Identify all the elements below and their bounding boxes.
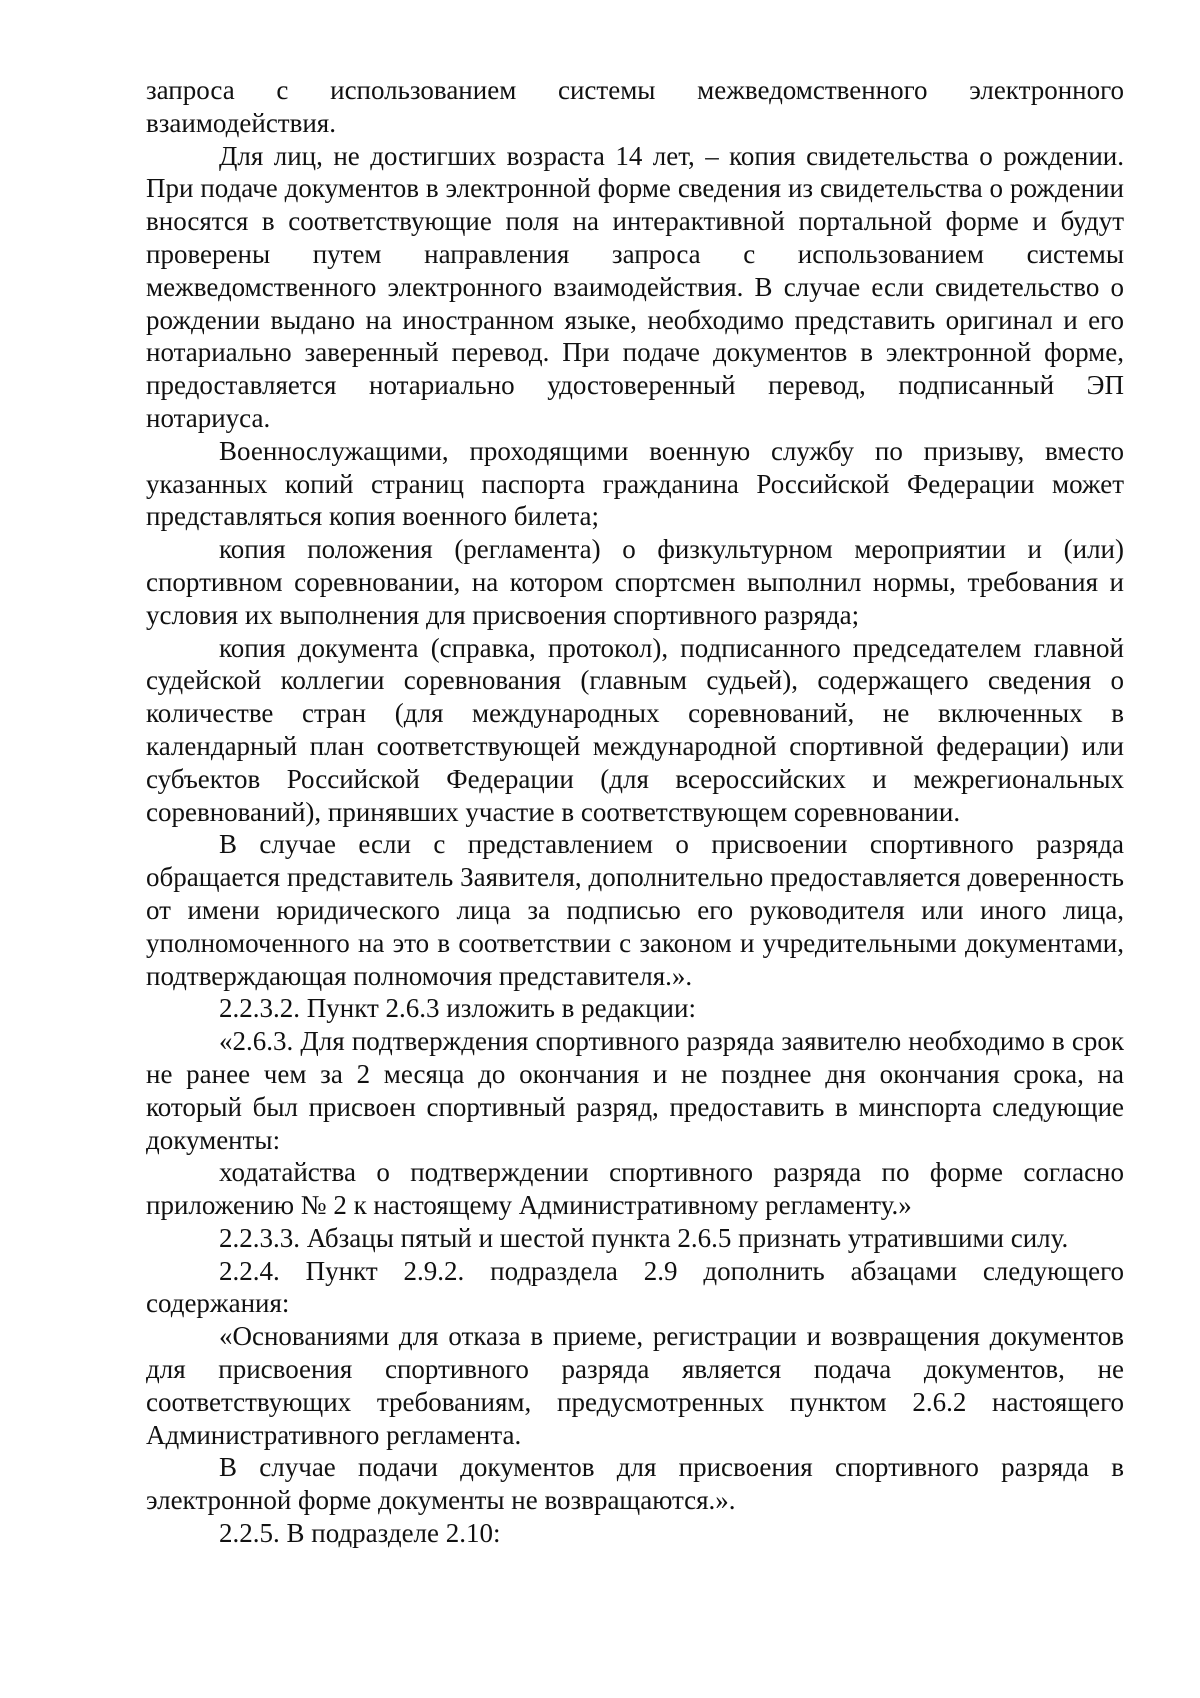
paragraph-refusal-grounds: «Основаниями для отказа в приеме, регистрации и возвращения документов для присвоения спортивного разряда является подача документов, не соответствующих требованиям, предусмотренных пунктом 2.6.2 настоящего Административного регламента. (146, 1321, 1124, 1450)
paragraph-petition: ходатайства о подтверждении спортивного разряда по форме согласно приложению № 2 к настоящему Административному регламенту.» (146, 1157, 1124, 1221)
paragraph-continuation: запроса с использованием системы межведомственного электронного взаимодействия. (146, 75, 1124, 138)
paragraph-representative: В случае если с представлением о присвоении спортивного разряда обращается представитель Заявителя, дополнительно предоставляется доверенность от имени юридического лица за подписью его руководителя или иного лица, уполномоченного на это в соответствии с законом и учредительными документами, подтверждающая полномочия представителя.». (146, 829, 1124, 991)
paragraph-military-id: Военнослужащими, проходящими военную службу по призыву, вместо указанных копий страниц паспорта гражданина Российской Федерации может представляться копия военного билета; (146, 435, 1124, 532)
paragraph-item-2-6-3: «2.6.3. Для подтверждения спортивного разряда заявителю необходимо в срок не ранее чем за 2 месяца до окончания и не позднее дня окончания срока, на который был присвоен спортивный разряд, предоставить в минспорта следующие документы: (146, 1026, 1124, 1155)
paragraph-item-2-2-4: 2.2.4. Пункт 2.9.2. подраздела 2.9 дополнить абзацами следующего содержания: (146, 1255, 1124, 1319)
paragraph-item-2-2-3-3: 2.2.3.3. Абзацы пятый и шестой пункта 2.6.5 признать утратившими силу. (219, 1222, 1069, 1253)
paragraph-item-2-2-5: 2.2.5. В подразделе 2.10: (219, 1518, 501, 1549)
paragraph-electronic-form: В случае подачи документов для присвоения спортивного разряда в электронной форме документы не возвращаются.». (146, 1452, 1124, 1516)
paragraph-protocol-copy: копия документа (справка, протокол), подписанного председателем главной судейской коллегии соревнования (главным судьей), содержащего сведения о количестве стран (для международных соревнований, не включенных в календарный план соответствующей международной спортивной федерации) или субъектов Российской Федерации (для всероссийских и межрегиональных соревнований), принявших участие в соответствующем соревновании. (146, 632, 1124, 827)
paragraph-regulation-copy: копия положения (регламента) о физкультурном мероприятии и (или) спортивном соревновании, на котором спортсмен выполнил нормы, требования и условия их выполнения для присвоения спортивного разряда; (146, 534, 1124, 630)
paragraph-item-2-2-3-2: 2.2.3.2. Пункт 2.6.3 изложить в редакции: (219, 993, 696, 1024)
paragraph-birth-certificate: Для лиц, не достигших возраста 14 лет, – копия свидетельства о рождении. При подаче документов в электронной форме сведения из свидетельства о рождении вносятся в соответствующие поля на интерактивной портальной форме и будут проверены путем направления запроса с использованием системы межведомственного электронного взаимодействия. В случае если свидетельство о рождении выдано на иностранном языке, необходимо представить оригинал и его нотариально заверенный перевод. При подаче документов в электронной форме, предоставляется нотариально удостоверенный перевод, подписанный ЭП нотариуса. (146, 140, 1124, 433)
document-page (146, 74, 1124, 1550)
